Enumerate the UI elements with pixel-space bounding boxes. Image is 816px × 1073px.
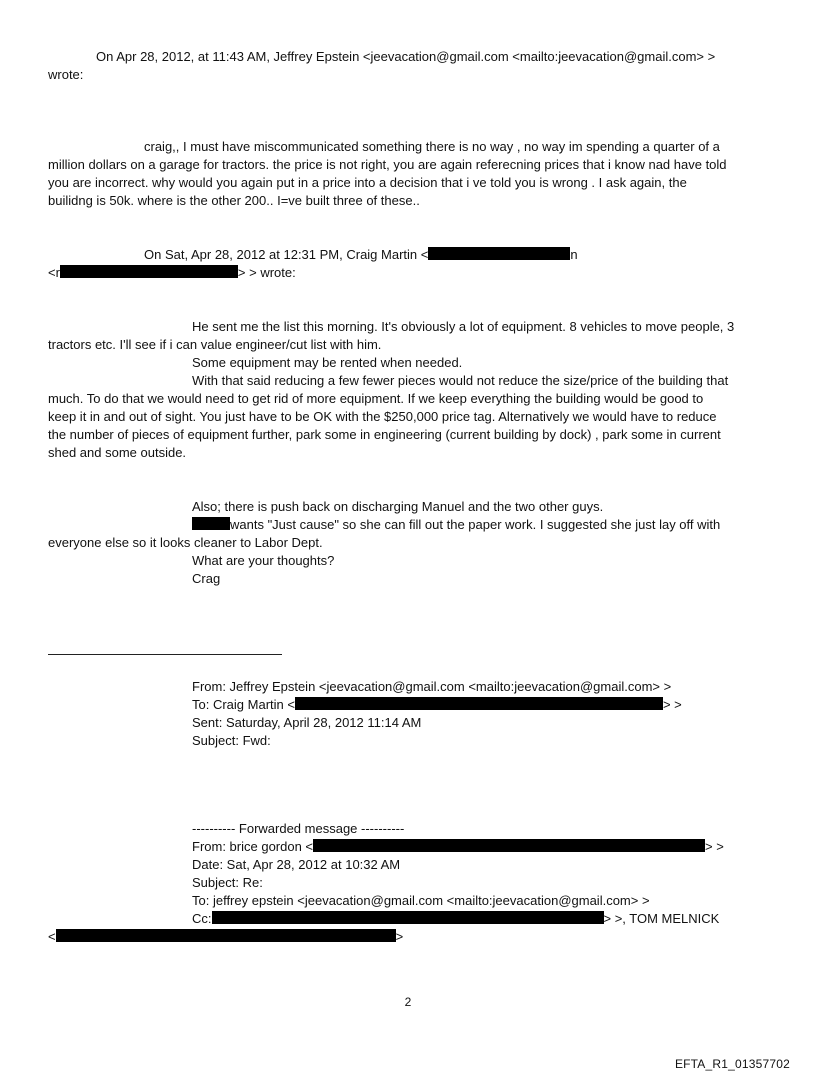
redaction-block xyxy=(295,697,663,710)
email-to: To: jeffrey epstein <jeevacation@gmail.com <mailto:jeevacation@gmail.com> > xyxy=(192,893,650,908)
email-sent: Sent: Saturday, April 28, 2012 11:14 AM xyxy=(192,715,422,730)
email-date: Date: Sat, Apr 28, 2012 at 10:32 AM xyxy=(192,857,401,872)
redaction-block xyxy=(56,929,396,942)
email-from xyxy=(192,838,724,856)
email-cc-continued xyxy=(48,928,403,946)
message-line: keep it in and out of sight. You just have to be OK with the $250,000 price tag. Alternatively we would have to reduce xyxy=(48,409,717,424)
reply-header-line: On Apr 28, 2012, at 11:43 AM, Jeffrey Epstein <jeevacation@gmail.com <mailto:jeevacation@gmail.com> > xyxy=(96,49,716,64)
message-line: tractors etc. I'll see if i can value engineer/cut list with him. xyxy=(48,337,382,352)
email-to xyxy=(192,696,682,714)
message-line: craig,, I must have miscommunicated something there is no way , no way im spending a quarter of a xyxy=(144,139,720,154)
message-line: you are incorrect. why would you again put in a price into a decision that i ve told you is wrong . I ask again, the xyxy=(48,175,687,190)
redaction-block xyxy=(192,517,230,530)
header-text: > xyxy=(395,929,404,944)
email-subject: Subject: Fwd: xyxy=(192,733,271,748)
message-line: What are your thoughts? xyxy=(192,553,335,568)
header-text: > > xyxy=(662,697,682,712)
message-line: shed and some outside. xyxy=(48,445,187,460)
message-line: builidng is 50k. where is the other 200.. I=ve built three of these.. xyxy=(48,193,420,208)
header-text: > > xyxy=(705,839,724,854)
message-line: Some equipment may be rented when needed. xyxy=(192,355,463,370)
message-line: million dollars on a garage for tractors. the price is not right, you are again referecning prices that i know nad have told xyxy=(48,157,727,172)
header-text: To: Craig Martin < xyxy=(192,697,295,712)
redaction-block xyxy=(313,839,705,852)
reply-header-line xyxy=(48,264,296,282)
email-cc xyxy=(192,910,719,928)
message-line: He sent me the list this morning. It's obviously a lot of equipment. 8 vehicles to move people, 3 xyxy=(192,319,735,334)
separator-rule xyxy=(48,654,282,655)
header-text: n xyxy=(570,247,578,262)
header-text: < xyxy=(48,929,56,944)
redaction-block xyxy=(428,247,570,260)
email-subject: Subject: Re: xyxy=(192,875,263,890)
header-text: Cc: xyxy=(192,911,212,926)
redaction-block xyxy=(212,911,604,924)
header-text: > >, TOM MELNICK xyxy=(603,911,720,926)
message-text: wants "Just cause" so she can fill out the paper work. I suggested she just lay off with xyxy=(230,517,721,532)
message-line: everyone else so it looks cleaner to Labor Dept. xyxy=(48,535,323,550)
message-line: much. To do that we would need to get rid of more equipment. If we keep everything the building would be good to xyxy=(48,391,704,406)
forwarded-divider: ---------- Forwarded message ---------- xyxy=(192,821,405,836)
message-line: With that said reducing a few fewer pieces would not reduce the size/price of the building that xyxy=(192,373,729,388)
redaction-block xyxy=(60,265,238,278)
email-from: From: Jeffrey Epstein <jeevacation@gmail.com <mailto:jeevacation@gmail.com> > xyxy=(192,679,672,694)
message-line xyxy=(192,516,720,534)
header-text: <r xyxy=(48,265,60,280)
message-line: Also; there is push back on discharging Manuel and the two other guys. xyxy=(192,499,604,514)
header-text: On Sat, Apr 28, 2012 at 12:31 PM, Craig Martin < xyxy=(144,247,429,262)
reply-header-line xyxy=(144,246,578,264)
document-id: EFTA_R1_01357702 xyxy=(674,1057,790,1071)
signature: Crag xyxy=(192,571,221,586)
reply-header-wrote: wrote: xyxy=(48,67,84,82)
header-text: > > wrote: xyxy=(237,265,296,280)
header-text: From: brice gordon < xyxy=(192,839,314,854)
message-line: the number of pieces of equipment further, park some in engineering (current building by dock) , park some in current xyxy=(48,427,721,442)
page-number: 2 xyxy=(404,995,412,1009)
